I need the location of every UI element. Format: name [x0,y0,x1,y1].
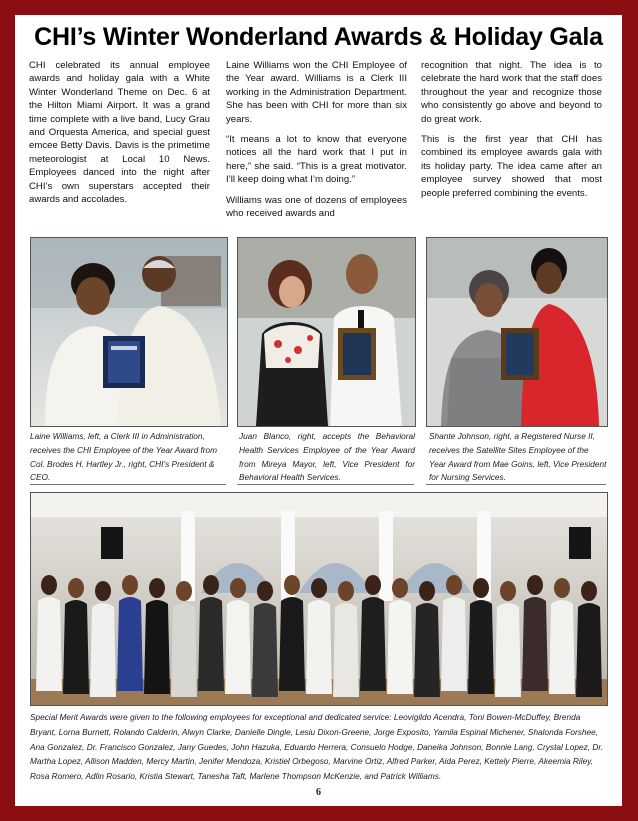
paragraph: Williams was one of dozens of employees who received awards and [226,194,407,220]
page [15,15,622,806]
text-column-3 [421,59,602,207]
paragraph: recognition that night. The idea is to celebrate the hard work that the staff does throughout the year and recognize those who consistently go above and beyond to do great work. [421,60,602,125]
text-column-1 [29,59,210,213]
photo-laine-williams-award [30,237,228,427]
article-title: CHI’s Winter Wonderland Awards & Holiday Gala [34,23,603,51]
paragraph: “It means a lot to know that everyone notices all the hard work that I put in here,” she said. “This is a great motivator. I’ll keep doing what I’m doing.” [226,134,407,186]
caption-photo-3: Shante Johnson, right, a Registered Nurse II, receives the Satellite Sites Employee of the Year Award from Mae Goins, left, Vice President for Nursing Services. [429,431,607,483]
paragraph: Laine Williams won the CHI Employee of the Year award. Williams is a Clerk III working in the Administration Department. She has been with CHI for more than six years. [226,60,407,125]
caption-photo-1: Laine Williams, left, a Clerk III in Administration, receives the CHI Employee of the Year Award from Col. Brodes H. Hartley Jr., right, CHI’s President & CEO. [30,431,218,483]
paragraph: This is the first year that CHI has combined its employee awards gala with its holiday party. The idea came after an employee survey showed that most people preferred combining the events. [421,134,602,199]
divider [237,484,414,485]
caption-group-photo: Special Merit Awards were given to the following employees for exceptional and dedicated service: Leovigildo Acendra, Toni Bowen-McDuffey, Brenda Bryant, Lorna Burnett, Rolando Calderin, Alwyn Clarke, Danielle Dingle, Lesiu Dixon-Greene, Jorge Exposito, Yamila Espinal Michener, Shalonda Forshee, Ana Gonzalez, Dr. Francisco Gonzalez, Jany Guedes, John Hazuka, Eduardo Herrera, Consuelo Hodge, Daneika Johnson, Bonnie Lang, Crystal Lopez, Dr. Martha Lopez, Allison Madden, Mercy Martin, Jenifer Mendoza, Kristiel Orbegoso, Marvine Ortiz, Alfred Parker, Aida Perez, Kettely Pierre, Akeemia Riley, Rosa Romero, Adlin Rosario, Kristia Stewart, Tanesha Taft, Marlene Thompson McKenzie, and Patrick Williams. [30,712,604,782]
photo-juan-blanco-award [237,237,416,427]
paragraph: CHI celebrated its annual employee awards and holiday gala with a White Winter Wonderland Theme on Dec. 6 at the Hilton Miami Airport. It was a grand time complete with a live band, Lucy Grau and Orquesta America, and special guest emcee Betty Davis. Davis is the primetime meteorologist at Local 10 News. Employees danced into the night after CHI’s own superstars accepted their awards and accolades. [29,60,210,206]
divider [426,484,606,485]
divider [30,484,226,485]
caption-photo-2: Juan Blanco, right, accepts the Behavioral Health Services Employee of the Year Award from Mireya Mayor, left, Vice President for Behavioral Health Services. [239,431,415,483]
photo-shante-johnson-award [426,237,608,427]
text-column-2 [226,59,407,227]
photo-special-merit-group [30,492,608,706]
page-number: 6 [316,787,321,798]
